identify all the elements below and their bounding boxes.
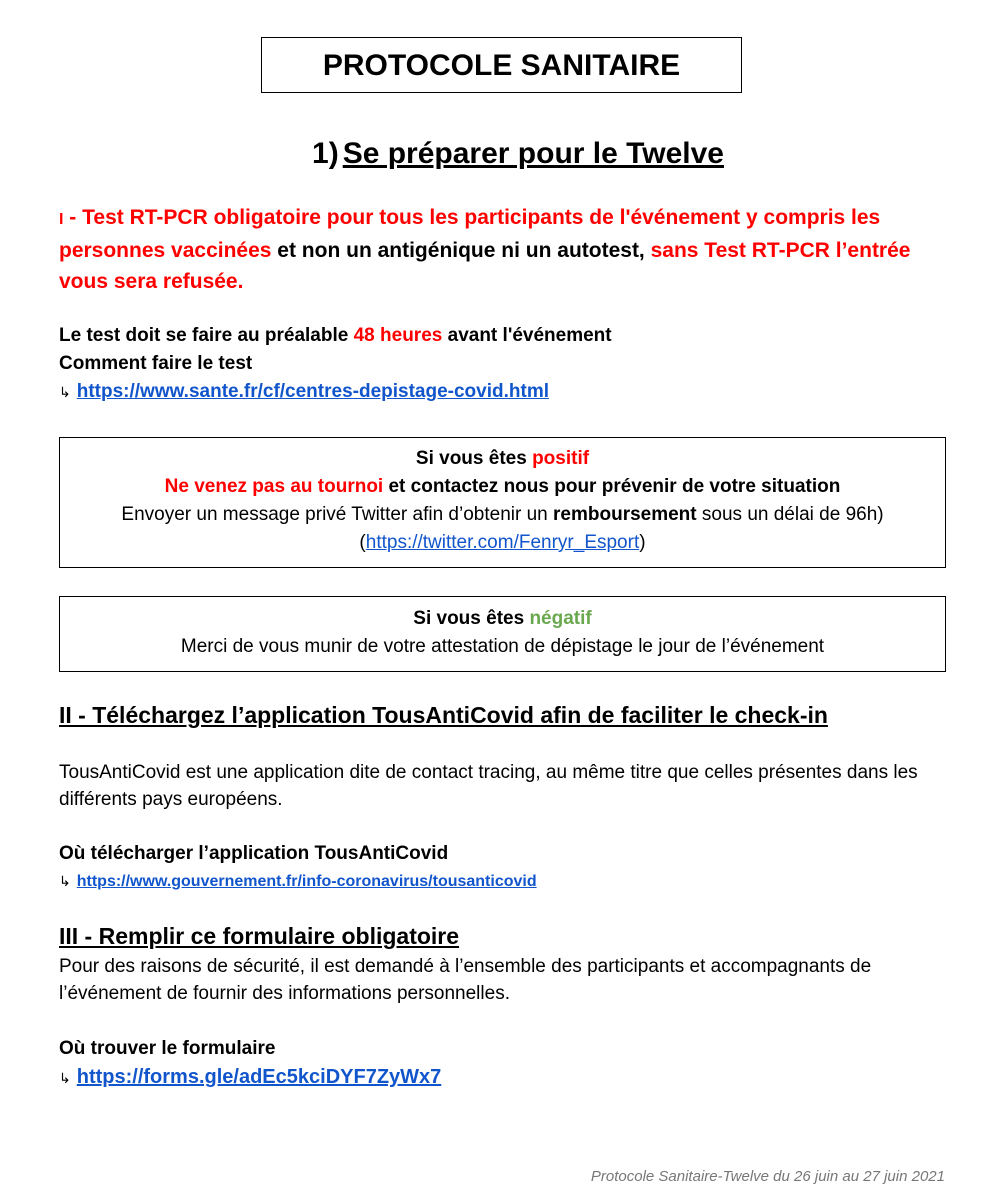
section3-link-row — [59, 1063, 441, 1092]
positive-line1 — [60, 445, 945, 473]
negative-line1 — [60, 605, 945, 633]
positive-refund: remboursement — [553, 504, 697, 525]
footer-note: Protocole Sanitaire-Twelve du 26 juin au 27 juin 2021 — [590, 1168, 945, 1185]
warning-part3: sans Test RT-PCR l’entrée vous sera refusée. — [59, 239, 911, 293]
warning-roman: I — [59, 211, 64, 228]
section2-download — [59, 840, 537, 895]
section1-heading — [0, 136, 990, 172]
test-timing-hours: 48 heures — [353, 325, 443, 346]
section3-where: Où trouver le formulaire — [59, 1038, 276, 1059]
negative-l1a: Si vous êtes — [413, 608, 530, 629]
test-link-row — [59, 378, 612, 406]
positive-l3c: sous un délai de 96h) — [696, 504, 884, 525]
section1-title: Se préparer pour le Twelve — [342, 137, 724, 170]
test-timing-c: avant l'événement — [442, 325, 612, 346]
warning-part1: - Test RT-PCR obligatoire pour tous les participants de l'événement y compris les personnes vaccinées — [59, 206, 881, 262]
tousanticovid-link[interactable]: https://www.gouvernement.fr/info-coronavirus/tousanticovid — [76, 873, 537, 890]
positive-l2a: Ne venez pas au tournoi — [164, 476, 384, 497]
sante-link[interactable]: https://www.sante.fr/cf/centres-depistage-covid.html — [76, 381, 549, 402]
test-howto: Comment faire le test — [59, 353, 253, 374]
paren-open: ( — [359, 532, 366, 553]
warning-part2: et non un antigénique ni un autotest, — [271, 239, 651, 262]
positive-l1a: Si vous êtes — [415, 448, 533, 469]
negative-box — [59, 596, 946, 672]
section1-number: 1) — [312, 137, 339, 170]
negative-word: négatif — [529, 608, 592, 629]
positive-l2b: et contactez nous pour prévenir de votre situation — [383, 476, 841, 497]
positive-word: positif — [532, 448, 590, 469]
paren-close: ) — [639, 532, 646, 553]
arrow-icon: ↳ — [59, 873, 71, 889]
negative-line2: Merci de vous munir de votre attestation de dépistage le jour de l’événement — [180, 636, 825, 657]
arrow-icon: ↳ — [59, 384, 71, 400]
rtpcr-warning — [59, 202, 949, 297]
form-link[interactable]: https://forms.gle/adEc5kciDYF7ZyWx7 — [76, 1066, 442, 1088]
positive-line3 — [60, 501, 945, 529]
positive-line4 — [60, 529, 945, 557]
test-timing-a: Le test doit se faire au préalable — [59, 325, 354, 346]
arrow-icon: ↳ — [59, 1070, 71, 1086]
test-timing — [59, 322, 612, 350]
twitter-link[interactable]: https://twitter.com/Fenryr_Esport — [365, 532, 640, 553]
test-info — [59, 322, 612, 406]
section3-heading: III - Remplir ce formulaire obligatoire — [59, 923, 460, 949]
positive-box — [59, 437, 946, 568]
positive-line2 — [60, 473, 945, 501]
document-title: PROTOCOLE SANITAIRE — [261, 37, 742, 93]
section2-paragraph: TousAntiCovid est une application dite de contact tracing, au même titre que celles présentes dans les différents pays européens. — [59, 762, 918, 810]
section2-where: Où télécharger l’application TousAntiCovid — [59, 843, 449, 864]
positive-l3a: Envoyer un message privé Twitter afin d’obtenir un — [121, 504, 554, 525]
section3-form — [59, 1035, 441, 1092]
section3-paragraph: Pour des raisons de sécurité, il est demandé à l’ensemble des participants et accompagnants de l’événement de fournir des informations personnelles. — [59, 956, 872, 1004]
section2-link-row — [59, 868, 537, 895]
section2-heading: II - Téléchargez l’application TousAntiCovid afin de faciliter le check-in — [59, 702, 828, 728]
